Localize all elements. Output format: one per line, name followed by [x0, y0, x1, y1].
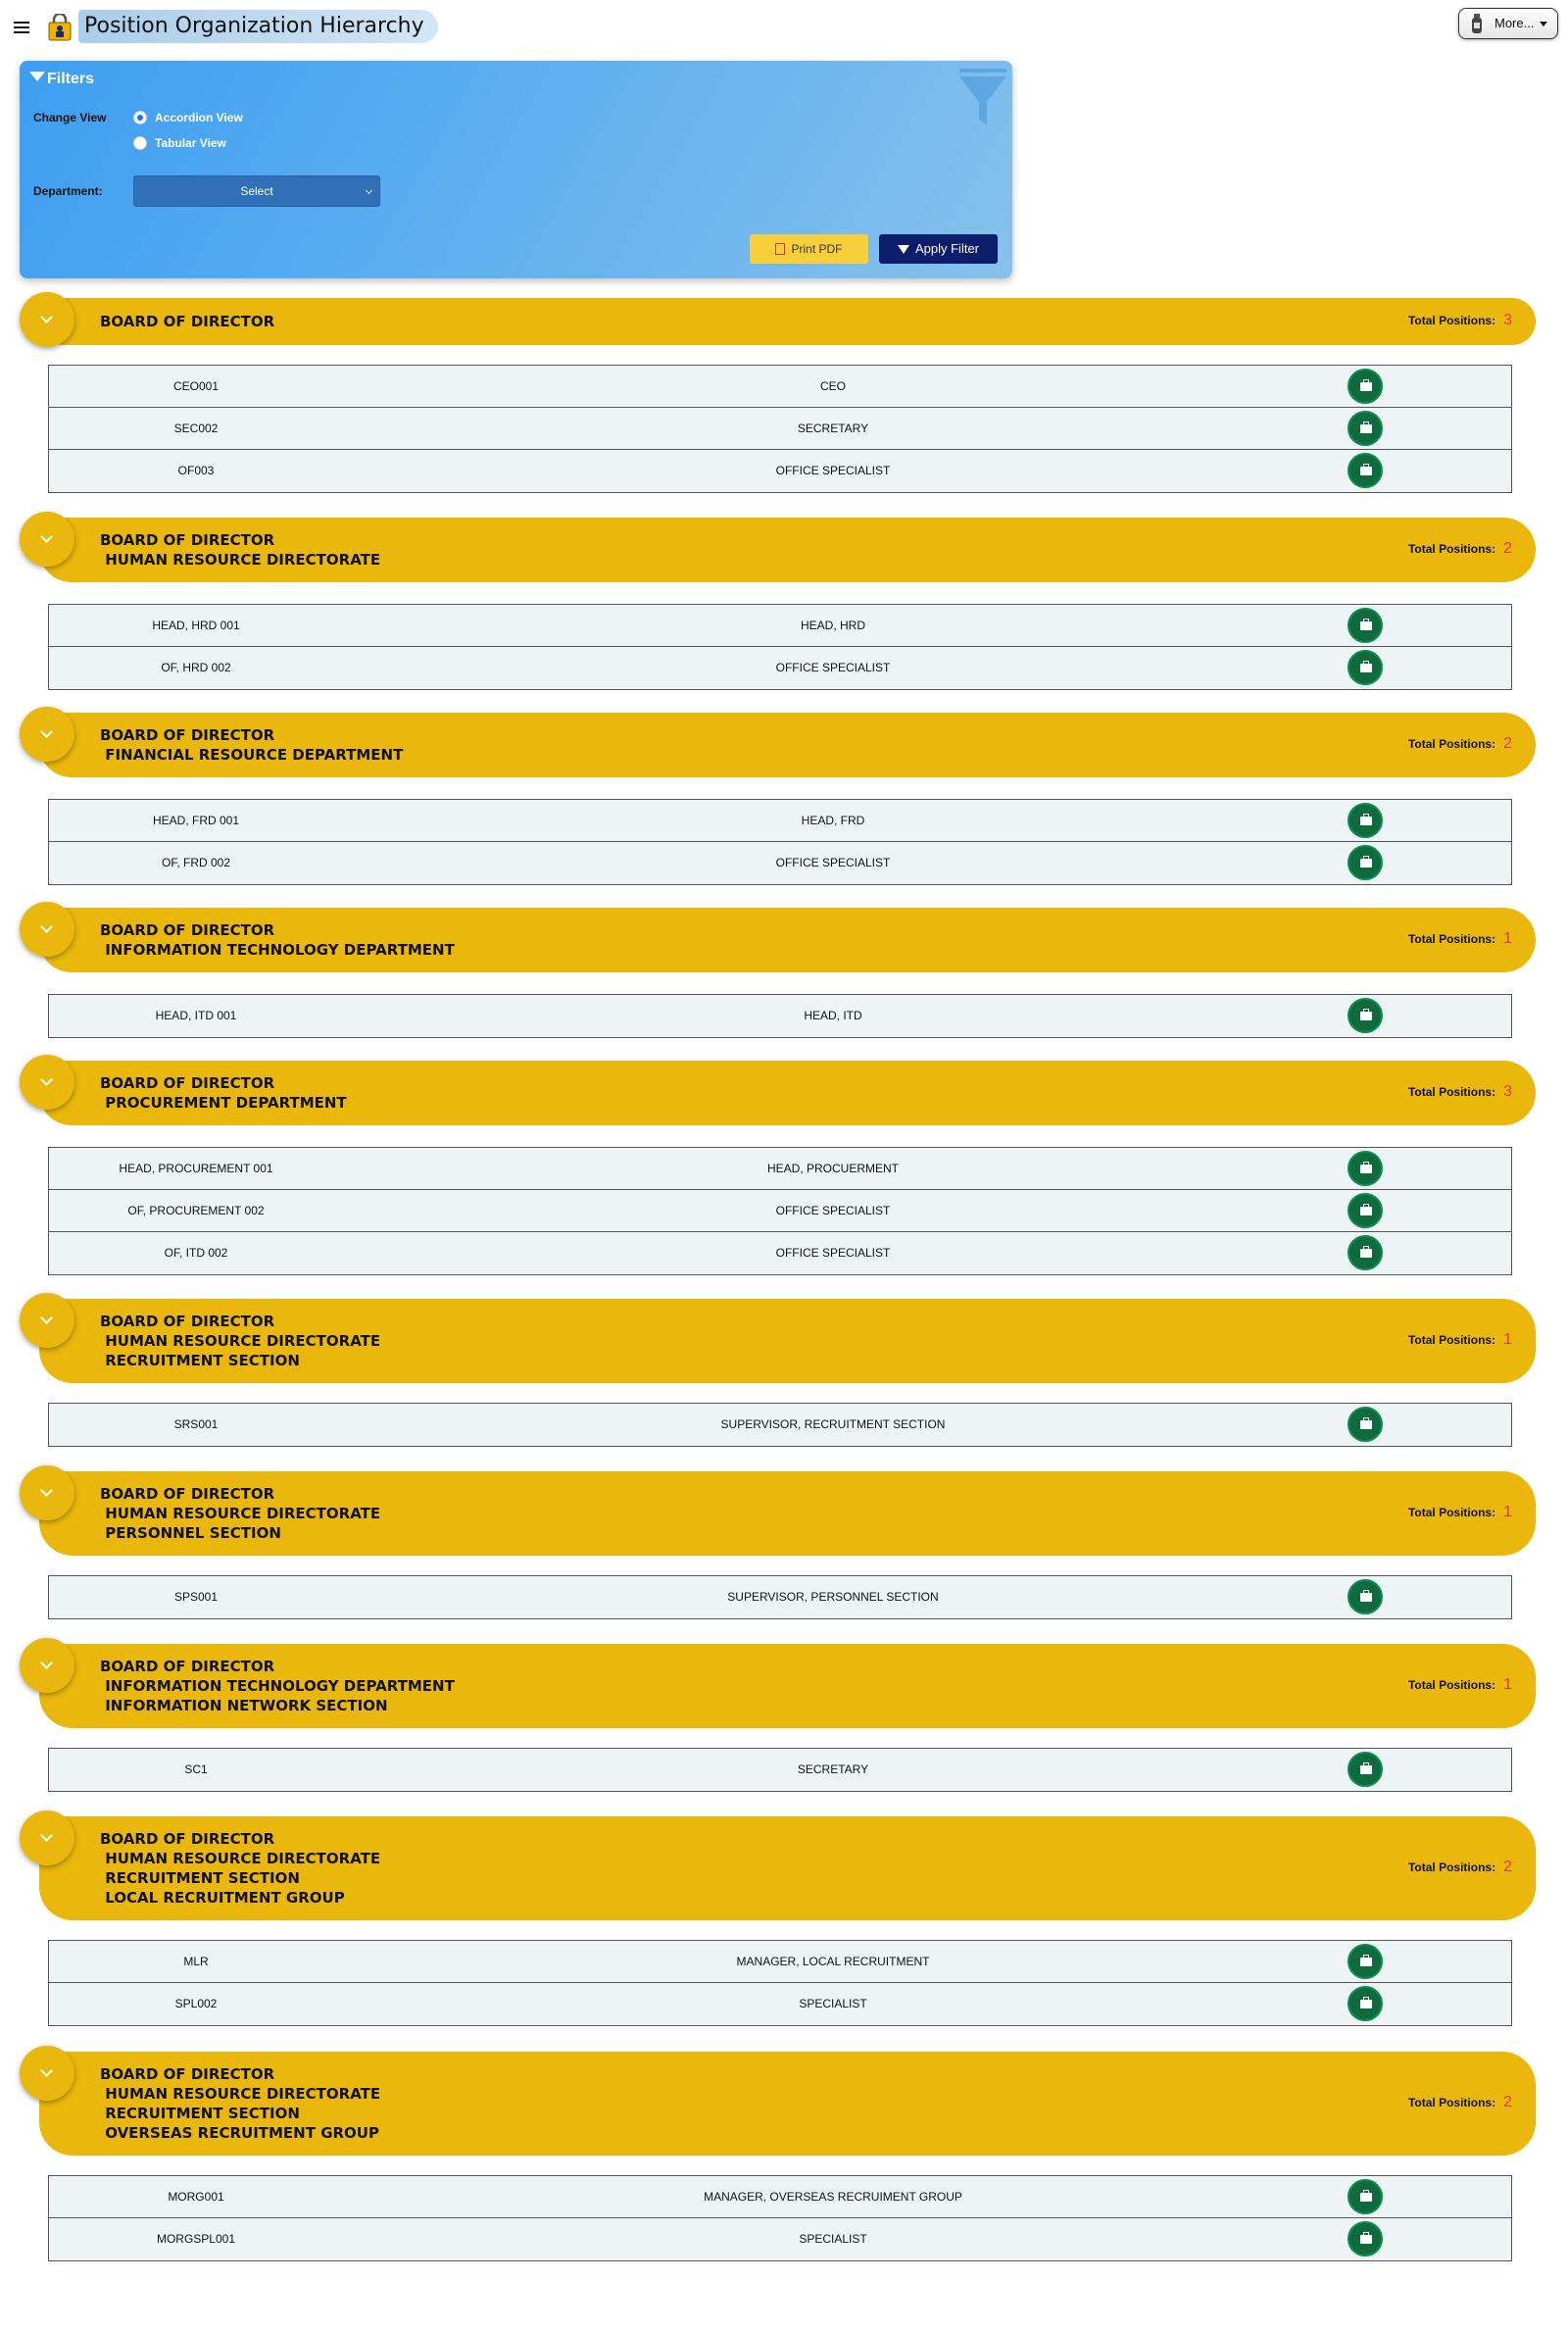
total-positions [1408, 735, 1512, 753]
hierarchy-level: BOARD OF DIRECTOR [100, 1830, 275, 1848]
chevron-down-icon [366, 187, 372, 194]
accordion-header[interactable] [39, 1299, 1536, 1383]
position-title: SECRETARY [797, 422, 869, 435]
hierarchy-level: BOARD OF DIRECTOR [100, 726, 275, 744]
positions-table [48, 799, 1512, 885]
accordion-toggle-button[interactable] [20, 1055, 74, 1110]
change-view-label: Change View [33, 111, 107, 124]
accordion-header[interactable] [39, 518, 1536, 582]
position-title: OFFICE SPECIALIST [775, 661, 891, 674]
position-details-button[interactable] [1348, 2221, 1383, 2257]
briefcase-icon [1360, 1165, 1372, 1173]
position-details-button[interactable] [1348, 650, 1383, 685]
hierarchy-path [100, 1073, 347, 1113]
hamburger-icon[interactable] [14, 22, 29, 35]
table-row [49, 1190, 1511, 1232]
table-row [49, 1576, 1511, 1618]
radio-tabular-view[interactable]: Tabular View [133, 136, 226, 150]
position-title: SUPERVISOR, RECRUITMENT SECTION [720, 1417, 946, 1431]
hierarchy-level: BOARD OF DIRECTOR [100, 1658, 275, 1675]
hierarchy-level: BOARD OF DIRECTOR [100, 921, 275, 939]
positions-table [48, 1940, 1512, 2026]
position-code: HEAD, FRD 001 [152, 814, 240, 827]
table-row [49, 408, 1511, 450]
apply-filter-button[interactable]: Apply Filter [879, 234, 998, 264]
hierarchy-level: BOARD OF DIRECTOR [100, 1074, 275, 1092]
position-details-button[interactable] [1348, 845, 1383, 880]
total-positions-label: Total Positions: [1407, 1506, 1496, 1519]
hierarchy-path [100, 1829, 380, 1908]
position-title: SPECIALIST [799, 1997, 867, 2010]
accordion-toggle-button[interactable] [20, 2046, 74, 2101]
position-details-button[interactable] [1348, 1944, 1383, 1979]
total-positions-label: Total Positions: [1407, 1860, 1496, 1874]
position-title: HEAD, PROCUERMENT [766, 1162, 899, 1175]
position-code: SPL002 [174, 1997, 218, 2010]
position-code: CEO001 [172, 379, 220, 393]
table-row [49, 995, 1511, 1037]
total-positions [1408, 1331, 1512, 1349]
hierarchy-path [100, 312, 274, 331]
hierarchy-path [100, 1657, 455, 1715]
total-positions-count: 2 [1503, 540, 1512, 557]
total-positions-label: Total Positions: [1407, 2096, 1496, 2109]
accordion-toggle-button[interactable] [20, 1465, 74, 1520]
briefcase-icon [1360, 1420, 1372, 1429]
accordion-header[interactable] [39, 2052, 1536, 2156]
chevron-down-icon [40, 530, 53, 543]
position-code: SC1 [184, 1762, 208, 1776]
accordion-header[interactable] [39, 298, 1536, 345]
hierarchy-level: HUMAN RESOURCE DIRECTORATE [100, 551, 381, 569]
table-row [49, 366, 1511, 408]
chevron-down-icon [40, 1312, 53, 1324]
accordion-header[interactable] [39, 1816, 1536, 1920]
briefcase-icon [1360, 1765, 1372, 1774]
position-title: OFFICE SPECIALIST [775, 464, 891, 477]
position-title: HEAD, HRD [800, 619, 865, 632]
position-code: OF, FRD 002 [161, 856, 231, 869]
position-code: MLR [183, 1955, 209, 1968]
chevron-down-icon [40, 311, 53, 323]
position-title: SECRETARY [797, 1762, 869, 1776]
position-details-button[interactable] [1348, 1579, 1383, 1614]
accordion-toggle-button[interactable] [20, 1810, 74, 1865]
accordion-toggle-button[interactable] [20, 1293, 74, 1348]
radio-unselected-icon [133, 136, 147, 150]
accordion-header[interactable] [39, 1061, 1536, 1125]
total-positions-count: 2 [1503, 735, 1512, 752]
hierarchy-level: BOARD OF DIRECTOR [100, 1485, 275, 1503]
hierarchy-path [100, 725, 403, 765]
position-details-button[interactable] [1348, 2179, 1383, 2214]
total-positions [1408, 1676, 1512, 1694]
chevron-down-icon [40, 920, 53, 933]
total-positions [1408, 1504, 1512, 1521]
total-positions-count: 2 [1503, 2094, 1512, 2110]
table-row [49, 1404, 1511, 1446]
chevron-down-icon [40, 1657, 53, 1669]
total-positions-label: Total Positions: [1407, 1085, 1496, 1099]
total-positions-count: 2 [1503, 1859, 1512, 1875]
pdf-file-icon [775, 243, 785, 255]
position-details-button[interactable] [1348, 1151, 1383, 1186]
hierarchy-level: INFORMATION TECHNOLOGY DEPARTMENT [100, 941, 455, 959]
position-title: MANAGER, LOCAL RECRUITMENT [736, 1955, 930, 1968]
briefcase-icon [1360, 664, 1372, 672]
table-row [49, 1749, 1511, 1791]
hierarchy-level: INFORMATION NETWORK SECTION [100, 1697, 388, 1714]
table-row [49, 450, 1511, 492]
chevron-down-icon [40, 1073, 53, 1086]
hierarchy-level: BOARD OF DIRECTOR [100, 2065, 275, 2083]
briefcase-icon [1360, 382, 1372, 391]
accordion-header[interactable] [39, 1471, 1536, 1556]
hierarchy-level: BOARD OF DIRECTOR [100, 313, 275, 330]
total-positions-label: Total Positions: [1407, 542, 1496, 556]
briefcase-icon [1360, 859, 1372, 868]
accordion-header[interactable] [39, 908, 1536, 972]
hierarchy-level: PERSONNEL SECTION [100, 1524, 281, 1542]
hierarchy-level: BOARD OF DIRECTOR [100, 531, 275, 549]
more-label: More... [1494, 16, 1535, 30]
total-positions-label: Total Positions: [1407, 737, 1496, 751]
hierarchy-path [100, 1312, 380, 1370]
page-title: Position Organization Hierarchy [78, 10, 438, 43]
briefcase-icon [1360, 2193, 1372, 2202]
total-positions [1408, 1859, 1512, 1876]
hierarchy-level: HUMAN RESOURCE DIRECTORATE [100, 1850, 381, 1867]
position-title: CEO [819, 379, 846, 393]
positions-table [48, 1147, 1512, 1275]
hierarchy-level: RECRUITMENT SECTION [100, 2105, 300, 2122]
table-row [49, 647, 1511, 689]
hierarchy-level: FINANCIAL RESOURCE DEPARTMENT [100, 746, 404, 764]
hierarchy-level: LOCAL RECRUITMENT GROUP [100, 1889, 345, 1907]
hierarchy-path [100, 1484, 380, 1543]
total-positions [1408, 1083, 1512, 1101]
table-row [49, 2176, 1511, 2218]
positions-table [48, 365, 1512, 493]
position-details-button[interactable] [1348, 1986, 1383, 2021]
department-select[interactable]: Select [133, 175, 380, 207]
position-code: OF, PROCUREMENT 002 [127, 1204, 265, 1217]
department-label: Department: [33, 184, 103, 198]
positions-table [48, 604, 1512, 690]
position-code: MORG001 [168, 2190, 224, 2204]
hierarchy-level: HUMAN RESOURCE DIRECTORATE [100, 1332, 381, 1350]
table-row [49, 1232, 1511, 1274]
briefcase-icon [1360, 424, 1372, 433]
chevron-down-icon [40, 725, 53, 738]
position-title: MANAGER, OVERSEAS RECRUIMENT GROUP [704, 2190, 962, 2204]
accordion-header[interactable] [39, 713, 1536, 777]
hierarchy-level: RECRUITMENT SECTION [100, 1352, 300, 1369]
filter-icon [898, 245, 909, 254]
chevron-down-icon [40, 1829, 53, 1842]
position-title: SUPERVISOR, PERSONNEL SECTION [727, 1590, 939, 1604]
position-details-button[interactable] [1348, 1752, 1383, 1787]
position-code: OF, ITD 002 [164, 1246, 228, 1260]
position-code: SEC002 [173, 422, 219, 435]
position-details-button[interactable] [1348, 1407, 1383, 1442]
total-positions [1408, 930, 1512, 948]
briefcase-icon [1360, 1249, 1372, 1258]
position-code: SPS001 [173, 1590, 219, 1604]
accordion-toggle-button[interactable] [20, 1638, 74, 1693]
hierarchy-level: HUMAN RESOURCE DIRECTORATE [100, 2085, 381, 2103]
total-positions-label: Total Positions: [1407, 1333, 1496, 1347]
top-bar [0, 0, 1568, 55]
total-positions-count: 1 [1503, 1676, 1512, 1693]
positions-table [48, 1575, 1512, 1619]
position-title: OFFICE SPECIALIST [775, 1204, 891, 1217]
position-details-button[interactable] [1348, 369, 1383, 404]
hierarchy-path [100, 920, 455, 960]
total-positions-label: Total Positions: [1407, 1678, 1496, 1692]
print-pdf-button[interactable]: Print PDF [750, 234, 868, 264]
briefcase-icon [1360, 1012, 1372, 1020]
briefcase-icon [1360, 817, 1372, 825]
hierarchy-path [100, 2064, 380, 2143]
table-row [49, 1148, 1511, 1190]
filter-icon [29, 72, 45, 81]
funnel-watermark-icon [957, 67, 1008, 127]
briefcase-icon [1360, 621, 1372, 630]
table-row [49, 605, 1511, 647]
position-code: HEAD, HRD 001 [152, 619, 240, 632]
position-title: HEAD, FRD [801, 814, 865, 827]
lock-app-icon [47, 14, 73, 41]
position-code: HEAD, PROCUREMENT 001 [119, 1162, 273, 1175]
position-title: OFFICE SPECIALIST [775, 856, 891, 869]
total-positions [1408, 312, 1512, 329]
positions-table [48, 1403, 1512, 1447]
total-positions-count: 3 [1503, 312, 1512, 328]
position-details-button[interactable] [1348, 998, 1383, 1033]
position-details-button[interactable] [1348, 453, 1383, 488]
chevron-down-icon [40, 2064, 53, 2077]
total-positions-count: 1 [1503, 1504, 1512, 1520]
table-row [49, 1983, 1511, 2025]
filters-panel [20, 61, 1012, 278]
briefcase-icon [1360, 1207, 1372, 1215]
position-details-button[interactable] [1348, 1193, 1383, 1228]
position-details-button[interactable] [1348, 608, 1383, 643]
accordion-header[interactable] [39, 1644, 1536, 1728]
briefcase-icon [1360, 1958, 1372, 1966]
table-row [49, 842, 1511, 884]
total-positions-count: 3 [1503, 1083, 1512, 1100]
briefcase-icon [1360, 2235, 1372, 2244]
accordion-toggle-button[interactable] [20, 512, 74, 567]
position-code: HEAD, ITD 001 [155, 1009, 237, 1022]
positions-table [48, 1748, 1512, 1792]
hierarchy-level: RECRUITMENT SECTION [100, 1869, 300, 1887]
caret-down-icon [1540, 22, 1547, 26]
position-title: SPECIALIST [799, 2232, 867, 2246]
radio-selected-icon [133, 111, 147, 124]
total-positions [1408, 2094, 1512, 2111]
radio-accordion-view[interactable]: Accordion View [133, 111, 243, 124]
hierarchy-level: HUMAN RESOURCE DIRECTORATE [100, 1505, 381, 1522]
table-row [49, 1941, 1511, 1983]
accordion-toggle-button[interactable] [20, 292, 74, 347]
briefcase-icon [1360, 2000, 1372, 2009]
briefcase-icon [1360, 1593, 1372, 1602]
hierarchy-level: PROCUREMENT DEPARTMENT [100, 1094, 347, 1112]
total-positions-count: 1 [1503, 930, 1512, 947]
position-title: HEAD, ITD [804, 1009, 862, 1022]
more-dropdown-button[interactable] [1458, 8, 1558, 39]
briefcase-icon [1360, 467, 1372, 475]
positions-table [48, 994, 1512, 1038]
filters-title: Filters [29, 71, 94, 88]
accordion-toggle-button[interactable] [20, 902, 74, 957]
hierarchy-level: BOARD OF DIRECTOR [100, 1313, 275, 1330]
table-row [49, 2218, 1511, 2260]
position-code: SRS001 [173, 1417, 219, 1431]
total-positions-label: Total Positions: [1407, 314, 1496, 327]
position-code: MORGSPL001 [156, 2232, 236, 2246]
chevron-down-icon [40, 1484, 53, 1497]
position-title: OFFICE SPECIALIST [775, 1246, 891, 1260]
hierarchy-level: OVERSEAS RECRUITMENT GROUP [100, 2124, 379, 2142]
user-avatar-icon [1470, 14, 1484, 33]
position-code: OF, HRD 002 [161, 661, 231, 674]
total-positions-label: Total Positions: [1407, 932, 1496, 946]
accordion-toggle-button[interactable] [20, 707, 74, 762]
table-row [49, 800, 1511, 842]
hierarchy-level: INFORMATION TECHNOLOGY DEPARTMENT [100, 1677, 455, 1695]
total-positions [1408, 540, 1512, 558]
hierarchy-path [100, 530, 380, 570]
position-details-button[interactable] [1348, 1235, 1383, 1270]
position-details-button[interactable] [1348, 803, 1383, 838]
positions-table [48, 2175, 1512, 2261]
total-positions-count: 1 [1503, 1331, 1512, 1348]
position-details-button[interactable] [1348, 411, 1383, 446]
position-code: OF003 [177, 464, 215, 477]
